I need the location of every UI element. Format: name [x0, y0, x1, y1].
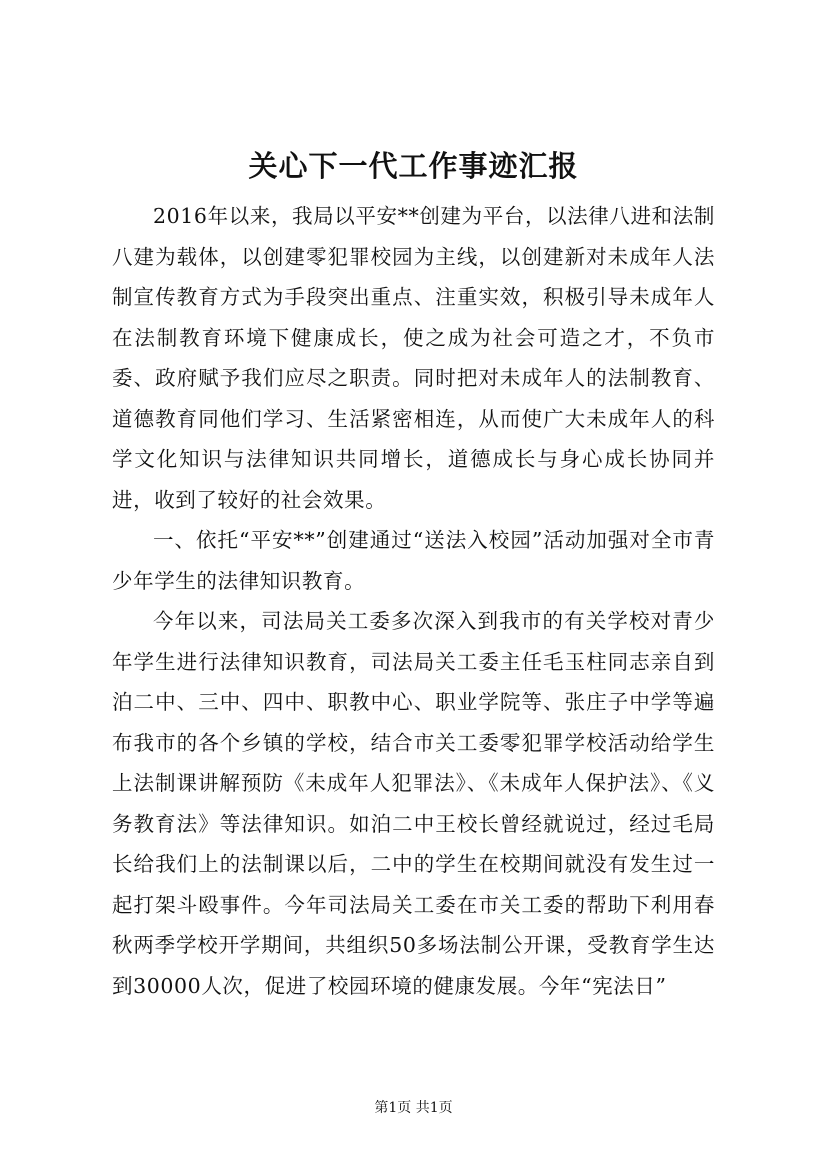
paragraph-intro: 2016年以来，我局以平安**创建为平台，以法律八进和法制八建为载体，以创建零犯罪校园为主线，以创建新对未成年人法制宣传教育方式为手段突出重点、注重实效，积极引导未成年人在法制教育环境下健康成长，使之成为社会可造之才，不负市委、政府赋予我们应尽之职责。同时把对未成年人的法制教育、道德教育同他们学习、生活紧密相连，从而使广大未成年人的科学文化知识与法律知识共同增长，道德成长与身心成长协同并进，收到了较好的社会效果。 [112, 204, 715, 512]
page-number-footer: 第1页 共1页 [374, 1100, 453, 1116]
document-title: 关心下一代工作事迹汇报 [248, 149, 579, 183]
document-body [112, 196, 715, 1006]
paragraph-section-heading: 一、依托“平安**”创建通过“送法入校园”活动加强对全市青少年学生的法律知识教育。 [112, 528, 715, 593]
paragraph-section-body: 今年以来，司法局关工委多次深入到我市的有关学校对青少年学生进行法律知识教育，司法局关工委主任毛玉柱同志亲自到泊二中、三中、四中、职教中心、职业学院等、张庄子中学等遍布我市的各个乡镇的学校，结合市关工委零犯罪学校活动给学生上法制课讲解预防《未成年人犯罪法》、《未成年人保护法》、《义务教育法》等法律知识。如泊二中王校长曾经就说过，经过毛局长给我们上的法制课以后，二中的学生在校期间就没有发生过一起打架斗殴事件。今年司法局关工委在市关工委的帮助下利用春秋两季学校开学期间，共组织50多场法制公开课，受教育学生达到30000人次，促进了校园环境的健康发展。今年“宪法日” [112, 609, 715, 998]
